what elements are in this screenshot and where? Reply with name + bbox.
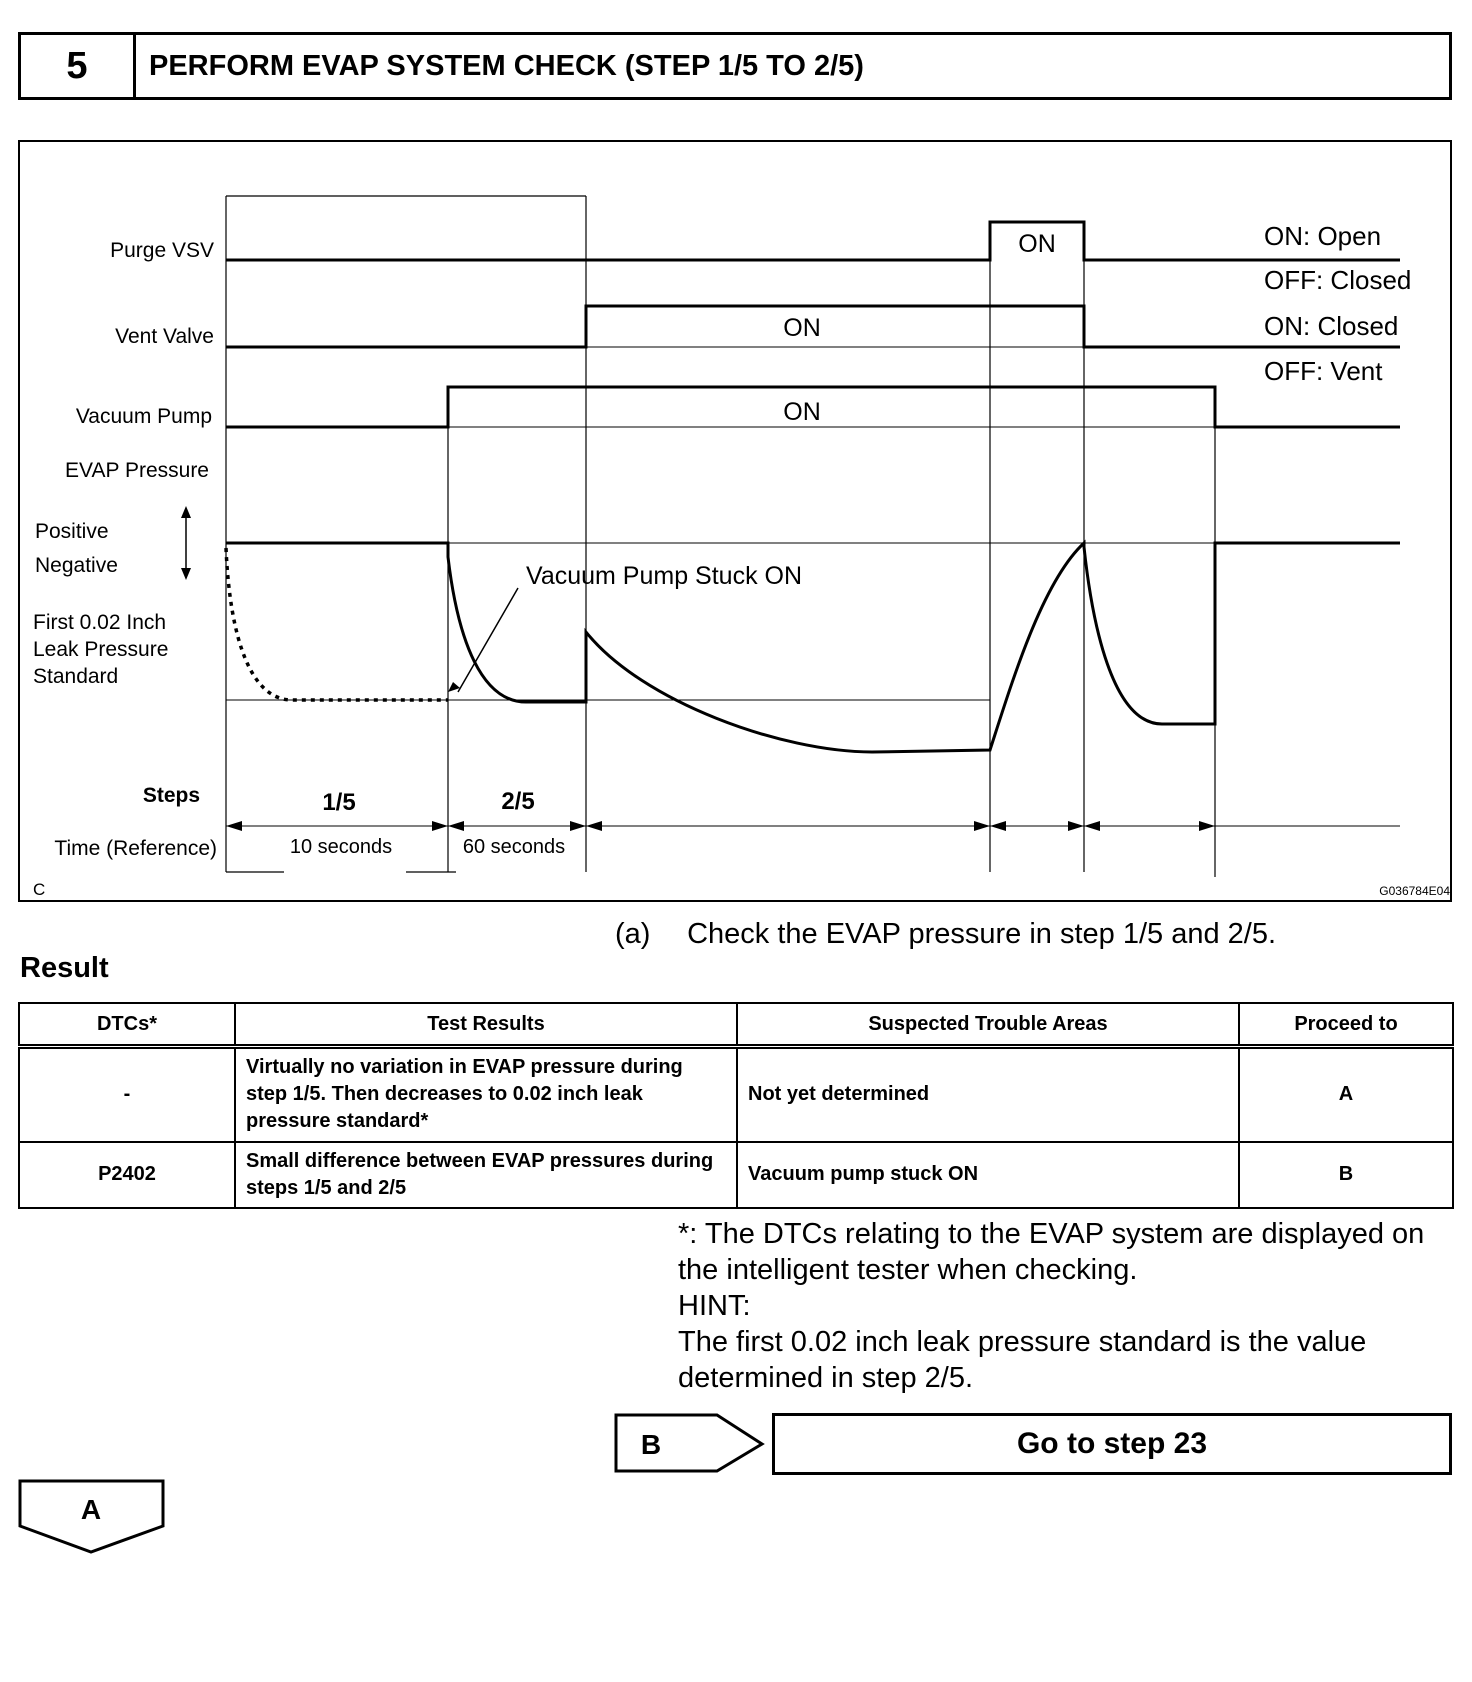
hint-text: The first 0.02 inch leak pressure standard is the value determined in step 2/5. xyxy=(678,1326,1367,1394)
cell-proceed: B xyxy=(1239,1142,1453,1208)
vacuum-pump-label: Vacuum Pump xyxy=(75,405,212,428)
timing-diagram xyxy=(18,140,1452,902)
legend-purge-off: OFF: Closed xyxy=(1264,265,1412,295)
leak-standard-label-line3: Standard xyxy=(33,665,119,688)
cell-test-result: Small difference between EVAP pressures during steps 1/5 and 2/5 xyxy=(235,1142,737,1208)
hint-label: HINT: xyxy=(678,1290,751,1322)
cell-dtc: - xyxy=(19,1047,235,1142)
branch-b-letter: B xyxy=(640,1429,662,1460)
evap-pressure-waveform xyxy=(226,543,1400,752)
step-header xyxy=(18,32,1452,100)
legend-vent-off: OFF: Vent xyxy=(1264,356,1383,386)
branch-a-arrow[interactable] xyxy=(18,1479,166,1560)
cell-proceed: A xyxy=(1239,1047,1453,1142)
purge-on-text: ON xyxy=(1018,230,1056,258)
evap-pressure-label: EVAP Pressure xyxy=(65,459,209,482)
cell-trouble-area: Vacuum pump stuck ON xyxy=(737,1142,1239,1208)
notes xyxy=(678,1216,1438,1396)
branch-a-letter: A xyxy=(80,1494,102,1525)
positive-arrowhead xyxy=(181,506,191,518)
check-text: Check the EVAP pressure in step 1/5 and 2/5. xyxy=(687,918,1277,950)
table-row xyxy=(19,1142,1453,1208)
go-to-step-box[interactable]: Go to step 23 xyxy=(772,1413,1452,1475)
time-arrow xyxy=(990,821,1006,831)
timing-diagram-svg xyxy=(20,142,1450,900)
step-title: PERFORM EVAP SYSTEM CHECK (STEP 1/5 TO 2/5) xyxy=(149,49,864,82)
check-instruction xyxy=(615,918,1276,951)
legend-vent-on: ON: Closed xyxy=(1264,311,1399,341)
cell-dtc: P2402 xyxy=(19,1142,235,1208)
time-arrow xyxy=(586,821,602,831)
result-heading: Result xyxy=(20,952,109,984)
vent-valve-label: Vent Valve xyxy=(115,325,214,348)
column-header-proceed-to: Proceed to xyxy=(1239,1003,1453,1047)
time-arrow xyxy=(974,821,990,831)
cell-trouble-area: Not yet determined xyxy=(737,1047,1239,1142)
stuck-pump-dotted-curve xyxy=(226,548,448,700)
check-label: (a) xyxy=(615,918,651,950)
cell-test-result: Virtually no variation in EVAP pressure during step 1/5. Then decreases to 0.02 inch leak pressure standard* xyxy=(235,1047,737,1142)
time-arrow xyxy=(226,821,242,831)
leak-standard-label-line1: First 0.02 Inch xyxy=(33,611,167,634)
footnote: *: The DTCs relating to the EVAP system are displayed on the intelligent tester when checking. xyxy=(678,1218,1425,1286)
time-reference-label: Time (Reference) xyxy=(54,837,217,860)
table-header-row xyxy=(19,1003,1453,1047)
time-arrow xyxy=(1199,821,1215,831)
annotation-leader-line xyxy=(458,588,518,692)
branch-b-arrow[interactable] xyxy=(614,1413,766,1480)
corner-letter: C xyxy=(33,880,46,899)
step-2-5-label: 2/5 xyxy=(501,788,535,815)
time-arrow xyxy=(1084,821,1100,831)
time-60-seconds: 60 seconds xyxy=(462,836,566,858)
column-header-test-results: Test Results xyxy=(235,1003,737,1047)
right-arrow-icon xyxy=(614,1413,766,1475)
stuck-on-annotation: Vacuum Pump Stuck ON xyxy=(526,562,803,590)
negative-arrowhead xyxy=(181,568,191,580)
time-arrow xyxy=(570,821,586,831)
positive-label: Positive xyxy=(35,520,109,543)
step-number: 5 xyxy=(21,35,136,97)
purge-vsv-label: Purge VSV xyxy=(110,239,214,262)
steps-label: Steps xyxy=(142,784,200,807)
figure-id: G036784E04 xyxy=(1379,884,1450,898)
column-header-trouble-areas: Suspected Trouble Areas xyxy=(737,1003,1239,1047)
vent-on-text: ON xyxy=(783,314,821,342)
column-header-dtcs: DTCs* xyxy=(19,1003,235,1047)
table-row xyxy=(19,1047,1453,1142)
time-arrow xyxy=(1068,821,1084,831)
purge-vsv-waveform xyxy=(226,222,1400,260)
down-arrow-icon xyxy=(18,1479,166,1555)
time-arrow xyxy=(432,821,448,831)
step-1-5-label: 1/5 xyxy=(322,789,356,816)
result-table xyxy=(18,1002,1454,1209)
time-arrow xyxy=(448,821,464,831)
time-10-seconds: 10 seconds xyxy=(289,836,393,858)
legend-purge-on: ON: Open xyxy=(1264,221,1382,251)
negative-label: Negative xyxy=(35,554,118,577)
pump-on-text: ON xyxy=(783,398,821,426)
leak-standard-label-line2: Leak Pressure xyxy=(33,638,169,661)
